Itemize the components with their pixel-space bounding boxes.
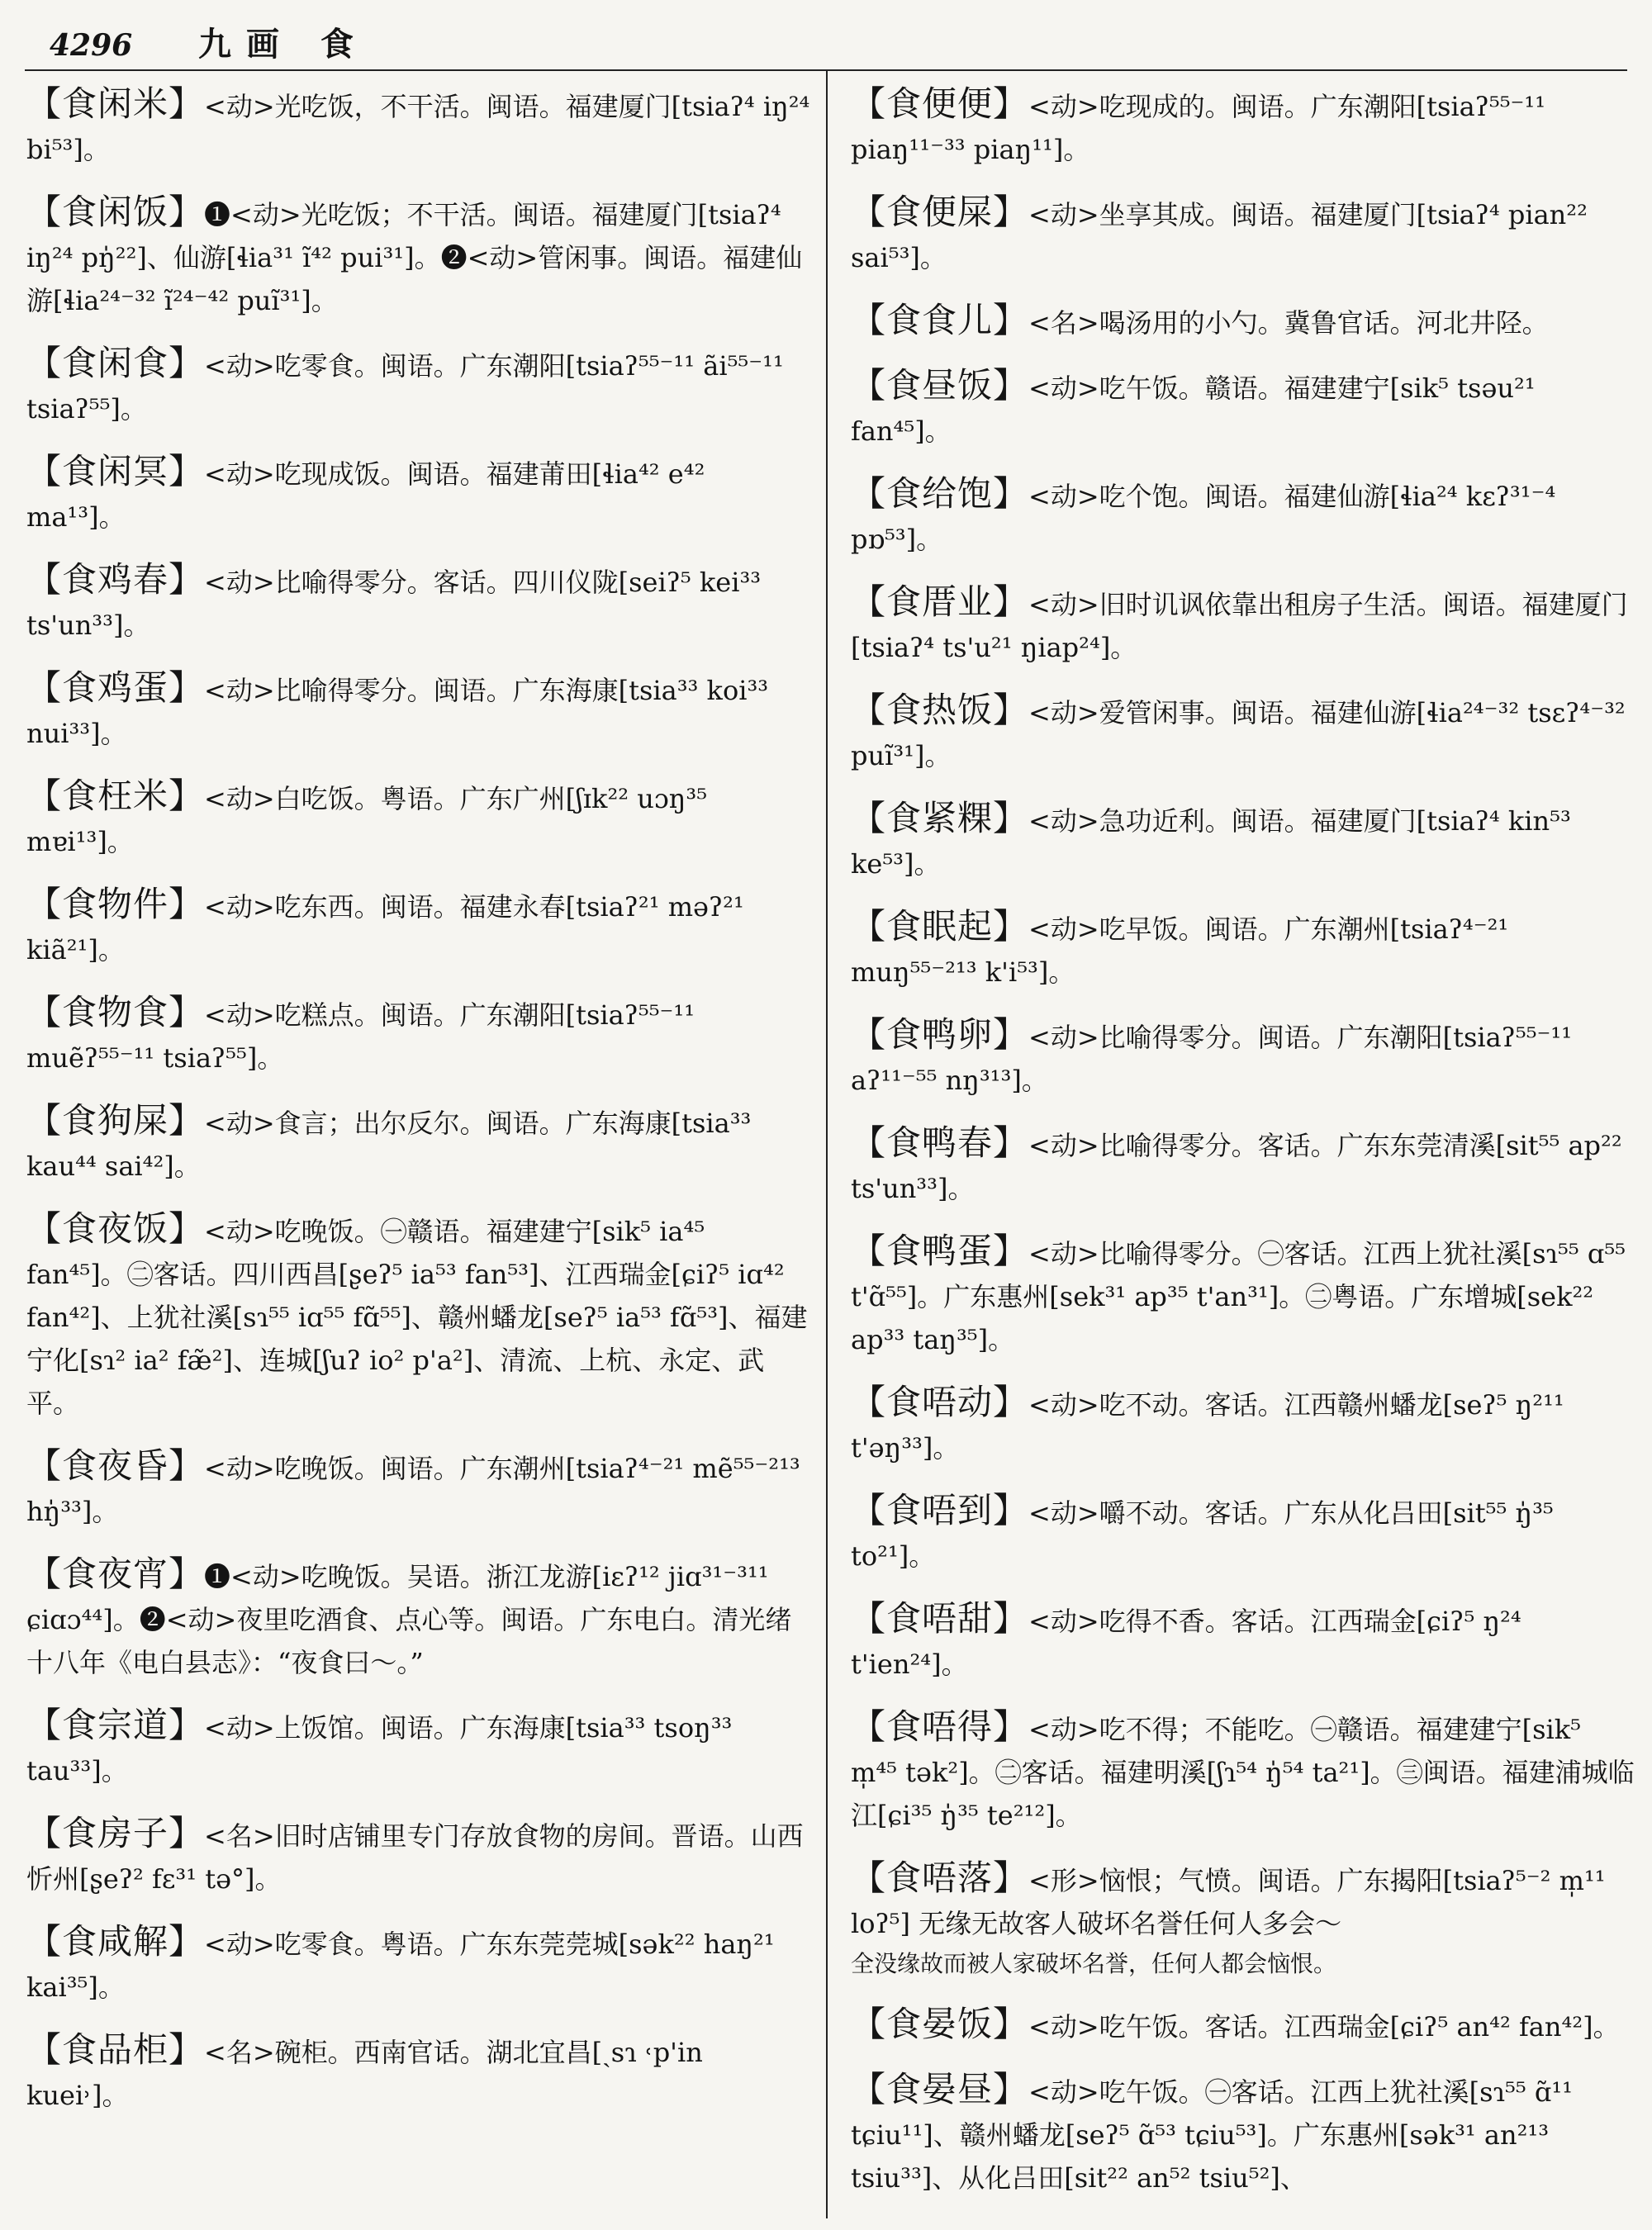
- dictionary-entry: [851, 364, 1635, 453]
- entry-headword: 【食鸭春】: [851, 1122, 1029, 1163]
- entry-definition: <动>比喻得零分。闽语。广东海康[tsia³³ koi³³ nui³³]。: [26, 675, 769, 749]
- entry-headword: 【食闲冥】: [26, 451, 205, 491]
- entry-headword: 【食昼饭】: [851, 365, 1029, 406]
- entry-definition: <动>白吃饭。粤语。广东广州[ʃɪk²² uɔŋ³⁵ mɐi¹³]。: [26, 783, 708, 857]
- entry-definition: <动>吃晚饭。闽语。广东潮州[tsiaʔ⁴⁻²¹ mẽ⁵⁵⁻²¹³ hŋ̍³³]。: [26, 1453, 800, 1527]
- entry-definition: <动>坐享其成。闽语。福建厦门[tsiaʔ⁴ pian²² sai⁵³]。: [851, 199, 1588, 273]
- entry-headword: 【食唔甜】: [851, 1598, 1029, 1639]
- dictionary-entry: [851, 1706, 1635, 1837]
- dictionary-entry: [851, 689, 1635, 777]
- dictionary-entry: [851, 1230, 1635, 1361]
- entry-headword: 【食物食】: [26, 992, 205, 1032]
- dictionary-entry: [851, 797, 1635, 885]
- entry-definition: <动>吃糕点。闽语。广东潮阳[tsiaʔ⁵⁵⁻¹¹ muẽʔ⁵⁵⁻¹¹ tsiaʔ⁵⁵]。: [26, 999, 695, 1074]
- dictionary-entry: [851, 1381, 1635, 1469]
- entry-headword: 【食鸭卵】: [851, 1014, 1029, 1055]
- section-title: 九画 食: [198, 25, 368, 64]
- entry-headword: 【食紧粿】: [851, 798, 1029, 838]
- dictionary-entry: [851, 1013, 1635, 1102]
- right-column: [851, 83, 1635, 2219]
- entry-definition: <动>吃早饭。闽语。广东潮州[tsiaʔ⁴⁻²¹ muŋ⁵⁵⁻²¹³ k'i⁵³]。: [851, 913, 1509, 988]
- entry-definition: <动>嚼不动。客话。广东从化吕田[sit⁵⁵ ŋ̍³⁵ to²¹]。: [851, 1497, 1554, 1572]
- entry-definition: <动>吃零食。闽语。广东潮阳[tsiaʔ⁵⁵⁻¹¹ ãi⁵⁵⁻¹¹ tsiaʔ⁵⁵]。: [26, 350, 784, 425]
- entry-definition: <动>比喻得零分。客话。四川仪陇[seiʔ⁵ kei³³ ts'un³³]。: [26, 567, 762, 641]
- entry-headword: 【食食儿】: [851, 300, 1029, 340]
- entry-definition: <动>比喻得零分。闽语。广东潮阳[tsiaʔ⁵⁵⁻¹¹ aʔ¹¹⁻⁵⁵ nŋ³¹³]。: [851, 1022, 1573, 1096]
- entry-headword: 【食咸解】: [26, 1921, 205, 1962]
- entry-headword: 【食便便】: [851, 83, 1029, 124]
- dictionary-entry: [851, 905, 1635, 994]
- entry-headword: 【食宗道】: [26, 1705, 205, 1745]
- dictionary-entry: [26, 1812, 811, 1900]
- dictionary-entry: [851, 1857, 1635, 1983]
- dictionary-entry: [26, 1208, 811, 1425]
- entry-definition: <名>旧时店铺里专门存放食物的房间。晋语。山西忻州[ʂeʔ² fɛ³¹ tə°]。: [26, 1820, 804, 1895]
- dictionary-entry: [26, 883, 811, 971]
- dictionary-entry: [26, 667, 811, 755]
- entry-definition: <动>急功近利。闽语。福建厦门[tsiaʔ⁴ kin⁵³ ke⁵³]。: [851, 805, 1571, 880]
- entry-definition: <动>比喻得零分。客话。广东东莞清溪[sit⁵⁵ ap²² ts'un³³]。: [851, 1130, 1622, 1204]
- entry-headword: 【食夜宵】: [26, 1554, 205, 1594]
- entry-definition: <动>吃得不香。客话。江西瑞金[ɕiʔ⁵ ŋ²⁴ t'ien²⁴]。: [851, 1606, 1521, 1680]
- entry-definition: <形>恼恨；气愤。闽语。广东揭阳[tsiaʔ⁵⁻² m̩¹¹ loʔ⁵] 无缘无故客人破坏名誉任何人多会～: [851, 1865, 1606, 1939]
- entry-definition: <动>吃晚饭。㊀赣语。福建建宁[sik⁵ ia⁴⁵ fan⁴⁵]。㊁客话。四川西昌[ʂeʔ⁵ ia⁵³ fan⁵³]、江西瑞金[ɕiʔ⁵ iɑ⁴² fan⁴²]、上犹社溪[sɿ⁵⁵ iɑ⁵⁵ fɑ̃⁵⁵]、赣州蟠龙[seʔ⁵ ia⁵³ fɑ̃⁵³]、福建宁化[sɿ² ia² fæ̃²]、连城[ʃuʔ io² p'a²]、清流、上杭、永定、武平。: [26, 1216, 808, 1419]
- entry-headword: 【食闲米】: [26, 83, 205, 124]
- dictionary-entry: [26, 1920, 811, 2009]
- dictionary-entry: [26, 450, 811, 539]
- entry-headword: 【食唔得】: [851, 1706, 1029, 1747]
- dictionary-entry: [26, 1445, 811, 1533]
- dictionary-entry: [26, 1553, 811, 1684]
- dictionary-entry: [26, 83, 811, 171]
- entry-headword: 【食唔到】: [851, 1490, 1029, 1530]
- entry-definition: <名>喝汤用的小勺。冀鲁官话。河北井陉。: [1028, 307, 1549, 339]
- entry-definition: <名>碗柜。西南官话。湖北宜昌[ˏsɿ ˓p'in kuei˒]。: [26, 2037, 703, 2111]
- entry-definition: <动>旧时讥讽依靠出租房子生活。闽语。福建厦门[tsiaʔ⁴ ts'u²¹ ŋiap²⁴]。: [851, 589, 1628, 663]
- entry-definition: <动>吃现成饭。闽语。福建莆田[ɬia⁴² e⁴² ma¹³]。: [26, 458, 705, 533]
- entry-note: 全没缘故而被人家破坏名誉，任何人都会恼恨。: [851, 1950, 1337, 1977]
- entry-definition: <动>爱管闲事。闽语。福建仙游[ɬia²⁴⁻³² tsɛʔ⁴⁻³² puĩ³¹]。: [851, 697, 1626, 771]
- dictionary-entry: [851, 83, 1635, 171]
- entry-headword: 【食便屎】: [851, 192, 1029, 232]
- entry-headword: 【食枉米】: [26, 776, 205, 816]
- column-divider: [826, 71, 828, 2218]
- entry-headword: 【食闲饭】: [26, 192, 205, 232]
- entry-definition: ❶<动>吃晚饭。吴语。浙江龙游[iɛʔ¹² jiɑ³¹⁻³¹¹ ɕiɑɔ⁴⁴]。❷<动>夜里吃酒食、点心等。闽语。广东电白。清光绪十八年《电白县志》：“夜食曰～。”: [26, 1561, 792, 1678]
- dictionary-entry: [851, 2003, 1635, 2048]
- entry-headword: 【食晏饭】: [851, 2004, 1029, 2044]
- entry-definition: <动>比喻得零分。㊀客话。江西上犹社溪[sɿ⁵⁵ ɑ⁵⁵ t'ɑ̃⁵⁵]。广东惠州[sek³¹ ap³⁵ t'an³¹]。㊁粤语。广东增城[sek²² ap³³ taŋ³⁵]。: [851, 1238, 1626, 1355]
- dictionary-entry: [26, 342, 811, 430]
- dictionary-entry: [26, 991, 811, 1079]
- entry-headword: 【食狗屎】: [26, 1100, 205, 1141]
- entry-definition: <动>吃午饭。㊀客话。江西上犹社溪[sɿ⁵⁵ ɑ̃¹¹ tɕiu¹¹]、赣州蟠龙[seʔ⁵ ɑ̃⁵³ tɕiu⁵³]。广东惠州[sək³¹ an²¹³ tsiu³³]、从化吕田[sit²² an⁵² tsiu⁵²]、: [851, 2076, 1574, 2194]
- entry-headword: 【食鸡蛋】: [26, 667, 205, 708]
- entry-headword: 【食品柜】: [26, 2029, 205, 2070]
- entry-definition: <动>上饭馆。闽语。广东海康[tsia³³ tsoŋ³³ tau³³]。: [26, 1712, 733, 1786]
- entry-headword: 【食热饭】: [851, 690, 1029, 730]
- entry-headword: 【食物件】: [26, 884, 205, 924]
- entry-headword: 【食唔动】: [851, 1382, 1029, 1422]
- dictionary-entry: [26, 2028, 811, 2117]
- entry-definition: <动>吃不动。客话。江西赣州蟠龙[seʔ⁵ ŋ²¹¹ t'əŋ³³]。: [851, 1389, 1564, 1464]
- entry-headword: 【食房子】: [26, 1813, 205, 1853]
- dictionary-entry: [851, 2068, 1635, 2199]
- entry-definition: <动>吃不得；不能吃。㊀赣语。福建建宁[sik⁵ m̩⁴⁵ tək²]。㊁客话。福建明溪[ʃɿ⁵⁴ ŋ̍⁵⁴ ta²¹]。㊂闽语。福建浦城临江[ɕi³⁵ ŋ̍³⁵ te²¹²]。: [851, 1714, 1635, 1831]
- left-column: [26, 83, 811, 2137]
- entry-headword: 【食晏昼】: [851, 2069, 1029, 2109]
- page-number: 4296: [50, 28, 133, 63]
- entry-headword: 【食鸭蛋】: [851, 1231, 1029, 1271]
- entry-definition: <动>吃午饭。赣语。福建建宁[sik⁵ tsəu²¹ fan⁴⁵]。: [851, 372, 1536, 447]
- dictionary-entry: [851, 191, 1635, 279]
- dictionary-entry: [26, 775, 811, 863]
- entry-headword: 【食夜昏】: [26, 1445, 205, 1486]
- entry-headword: 【食闲食】: [26, 343, 205, 383]
- dictionary-entry: [851, 1597, 1635, 1686]
- entry-definition: <动>食言；出尔反尔。闽语。广东海康[tsia³³ kau⁴⁴ sai⁴²]。: [26, 1108, 752, 1182]
- entry-definition: <动>光吃饭，不干活。闽语。福建厦门[tsiaʔ⁴ iŋ²⁴ bi⁵³]。: [26, 91, 810, 165]
- dictionary-entry: [26, 558, 811, 647]
- dictionary-entry: [26, 1099, 811, 1188]
- entry-headword: 【食给饱】: [851, 473, 1029, 514]
- entry-headword: 【食厝业】: [851, 581, 1029, 622]
- entry-headword: 【食夜饭】: [26, 1208, 205, 1249]
- entry-definition: <动>吃东西。闽语。福建永春[tsiaʔ²¹ məʔ²¹ kiã²¹]。: [26, 891, 744, 966]
- dictionary-entry: [851, 299, 1635, 344]
- dictionary-entry: [26, 1704, 811, 1792]
- entry-headword: 【食唔落】: [851, 1858, 1029, 1898]
- entry-definition: ❶<动>光吃饭；不干活。闽语。福建厦门[tsiaʔ⁴ iŋ²⁴ pŋ̍²²]、仙游[ɬia³¹ ĩ⁴² pui³¹]。❷<动>管闲事。闽语。福建仙游[ɬia²⁴⁻³² ĩ²⁴⁻⁴² puĩ³¹]。: [26, 199, 803, 316]
- page-header: [50, 18, 1619, 68]
- entry-definition: <动>吃现成的。闽语。广东潮阳[tsiaʔ⁵⁵⁻¹¹ piaŋ¹¹⁻³³ piaŋ¹¹]。: [851, 91, 1546, 165]
- dictionary-entry: [851, 1122, 1635, 1210]
- entry-definition: <动>吃个饱。闽语。福建仙游[ɬia²⁴ kɛʔ³¹⁻⁴ pɒ⁵³]。: [851, 481, 1556, 555]
- entry-headword: 【食鸡春】: [26, 559, 205, 600]
- entry-definition: <动>吃零食。粤语。广东东莞莞城[sək²² haŋ²¹ kai³⁵]。: [26, 1929, 775, 2003]
- entry-definition: <动>吃午饭。客话。江西瑞金[ɕiʔ⁵ an⁴² fan⁴²]。: [1028, 2011, 1620, 2043]
- dictionary-entry: [851, 472, 1635, 561]
- dictionary-entry: [851, 581, 1635, 669]
- dictionary-entry: [26, 191, 811, 322]
- dictionary-entry: [851, 1489, 1635, 1578]
- entry-headword: 【食眠起】: [851, 906, 1029, 947]
